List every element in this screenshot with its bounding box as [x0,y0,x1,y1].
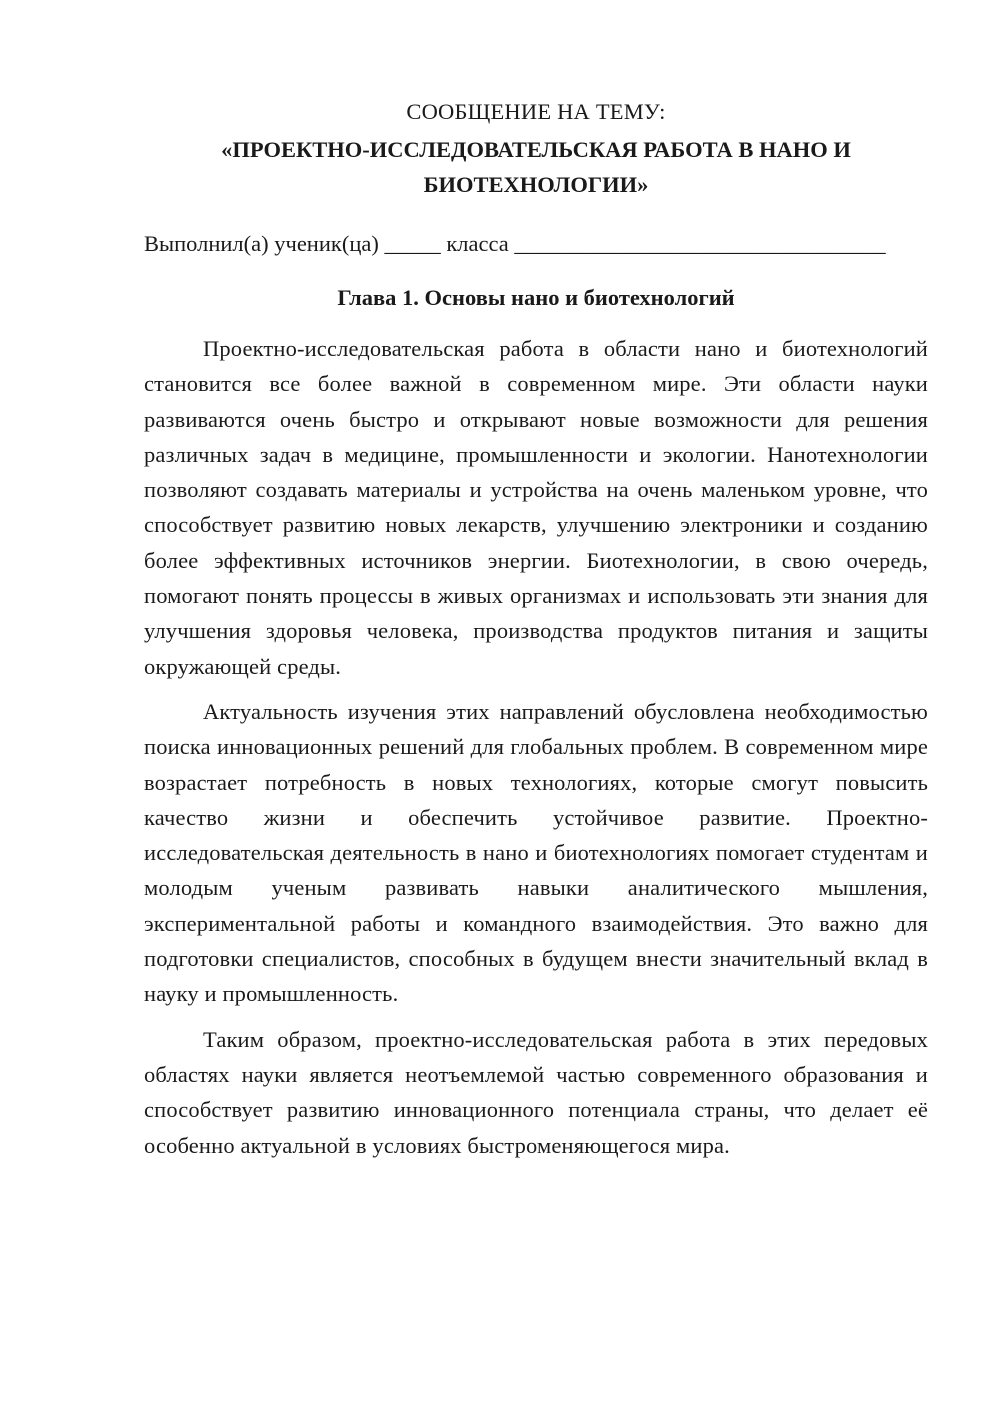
paragraph-1: Проектно-исследовательская работа в области нано и биотехнологий становится все более важной в современном мире. Эти области науки развиваются очень быстро и открывают новые возможности для решения различных задач в медицине, промышленности и экологии. Нанотехнологии позволяют создавать материалы и устройства на очень маленьком уровне, что способствует развитию новых лекарств, улучшению электроники и созданию более эффективных источников энергии. Биотехнологии, в свою очередь, помогают понять процессы в живых организмах и использовать эти знания для улучшения здоровья человека, производства продуктов питания и защиты окружающей среды. [144,336,928,679]
document-title-line-1: «ПРОЕКТНО-ИССЛЕДОВАТЕЛЬСКАЯ РАБОТА В НАНО И [221,137,851,162]
paragraph-2: Актуальность изучения этих направлений обусловлена необходимостью поиска инновационных решений для глобальных проблем. В современном мире возрастает потребность в новых технологиях, которые смогут повысить качество жизни и обеспечить устойчивое развитие. Проектно-исследовательская деятельность в нано и биотехнологиях помогает студентам и молодым ученым развивать навыки аналитического мышления, экспериментальной работы и командного взаимодействия. Это важно для подготовки специалистов, способных в будущем внести значительный вклад в науку и промышленность. [144,698,928,1007]
document-title [144,132,928,202]
document-title-line-2: БИОТЕХНОЛОГИИ» [423,172,649,197]
author-line: Выполнил(а) ученик(ца) _____ класса _________________________________ [144,231,886,256]
document-heading: СООБЩЕНИЕ НА ТЕМУ: [406,99,666,124]
paragraph-3: Таким образом, проектно-исследовательская работа в этих передовых областях науки является неотъемлемой частью современного образования и способствует развитию инновационного потенциала страны, что делает её особенно актуальной в условиях быстроменяющегося мира. [144,1026,928,1158]
document-page [144,94,928,1163]
chapter-title: Глава 1. Основы нано и биотехнологий [337,285,735,310]
